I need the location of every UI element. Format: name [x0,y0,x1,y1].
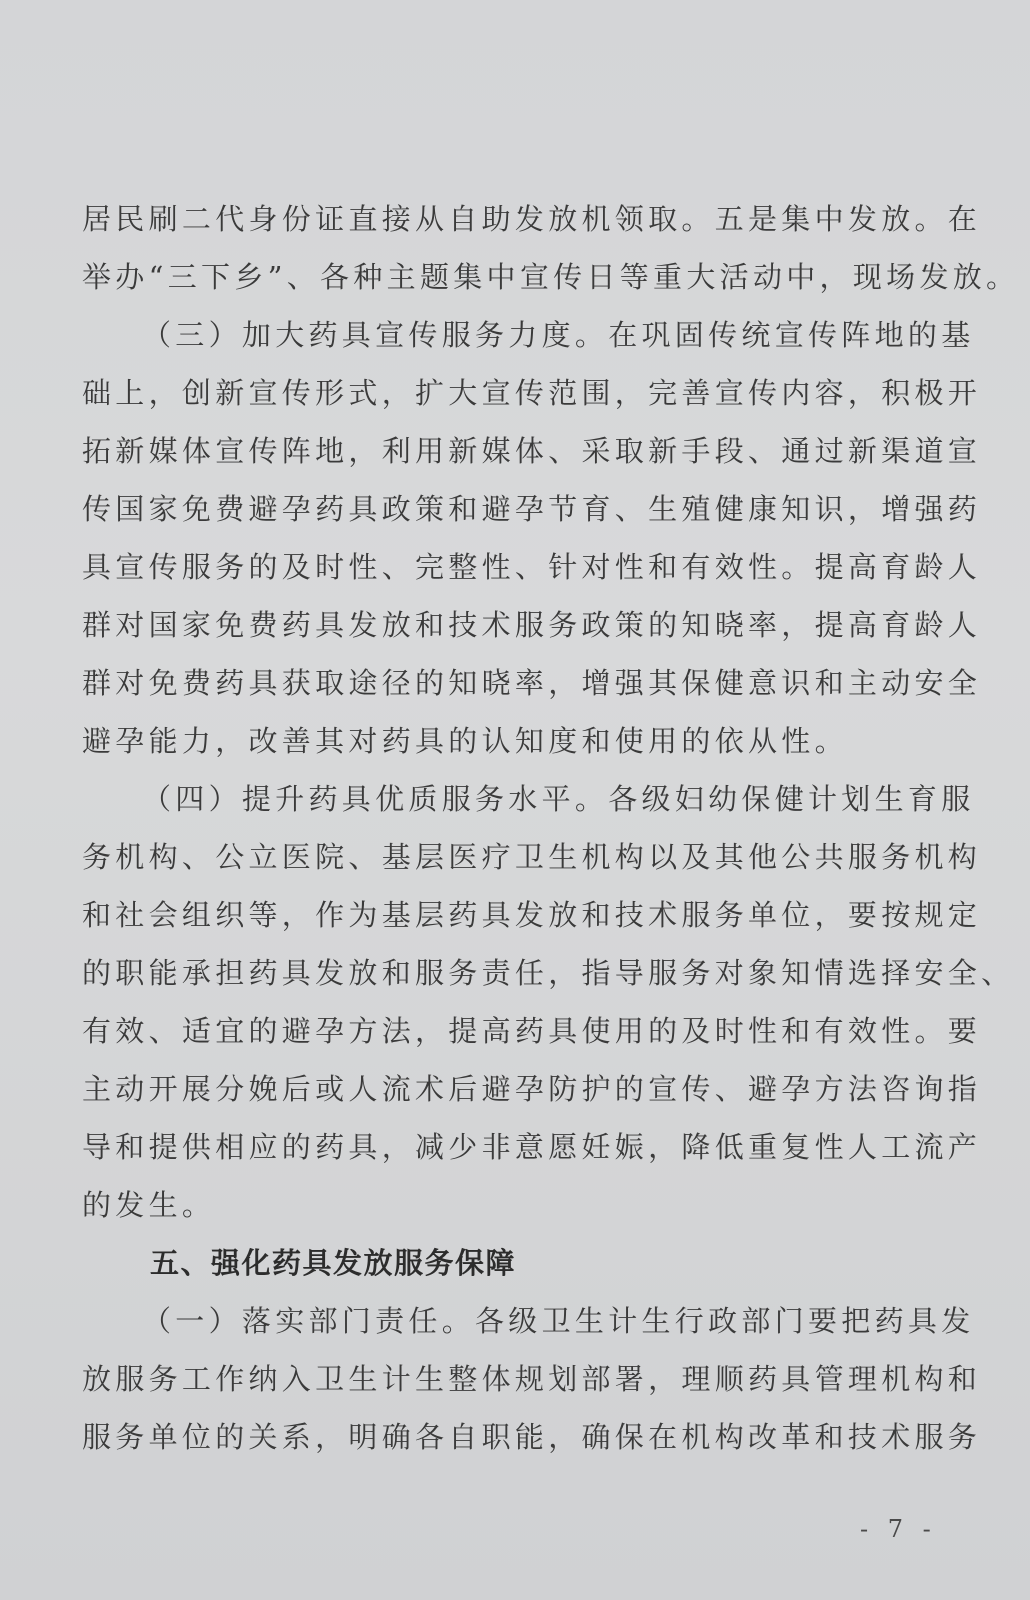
text-line: （一）落实部门责任。各级卫生计生行政部门要把药具发 [142,1304,975,1338]
text-line: 有效、适宜的避孕方法，提高药具使用的及时性和有效性。要 [82,1014,982,1048]
text-line: 务机构、公立医院、基层医疗卫生机构以及其他公共服务机构 [82,840,982,874]
text-line: 具宣传服务的及时性、完整性、针对性和有效性。提高育龄人 [82,550,982,584]
text-line: 的职能承担药具发放和服务责任，指导服务对象知情选择安全、 [82,956,1015,990]
text-line: 主动开展分娩后或人流术后避孕防护的宣传、避孕方法咨询指 [82,1072,982,1106]
text-line: （四）提升药具优质服务水平。各级妇幼保健计划生育服 [142,782,975,816]
paragraph-section-5-1 [82,1292,982,1466]
section-heading-5 [82,1234,932,1292]
text-line: 服务单位的关系，明确各自职能，确保在机构改革和技术服务 [82,1420,982,1454]
text-line: 传国家免费避孕药具政策和避孕节育、生殖健康知识，增强药 [82,492,982,526]
text-line: 础上，创新宣传形式，扩大宣传范围，完善宣传内容，积极开 [82,376,982,410]
text-line: 避孕能力，改善其对药具的认知度和使用的依从性。 [82,724,848,758]
heading-line: 五、强化药具发放服务保障 [150,1246,517,1280]
paragraph-section-4 [82,770,1015,1234]
text-line: 群对免费药具获取途径的知晓率，增强其保健意识和主动安全 [82,666,982,700]
paragraph-section-3 [82,306,982,770]
text-line: 居民刷二代身份证直接从自助发放机领取。五是集中发放。在 [82,202,982,236]
text-line: 和社会组织等，作为基层药具发放和技术服务单位，要按规定 [82,898,982,932]
text-line: 群对国家免费药具发放和技术服务政策的知晓率，提高育龄人 [82,608,982,642]
text-line: 导和提供相应的药具，减少非意愿妊娠，降低重复性人工流产 [82,1130,982,1164]
page-number: - 7 - [860,1515,937,1543]
document-body [82,190,1020,1466]
text-line: 举办“三下乡”、各种主题集中宣传日等重大活动中，现场发放。 [82,260,1020,294]
text-line: （三）加大药具宣传服务力度。在巩固传统宣传阵地的基 [142,318,975,352]
text-line: 放服务工作纳入卫生计生整体规划部署，理顺药具管理机构和 [82,1362,982,1396]
text-line: 拓新媒体宣传阵地，利用新媒体、采取新手段、通过新渠道宣 [82,434,982,468]
text-line: 的发生。 [82,1188,216,1222]
paragraph-continuation [82,190,1020,306]
